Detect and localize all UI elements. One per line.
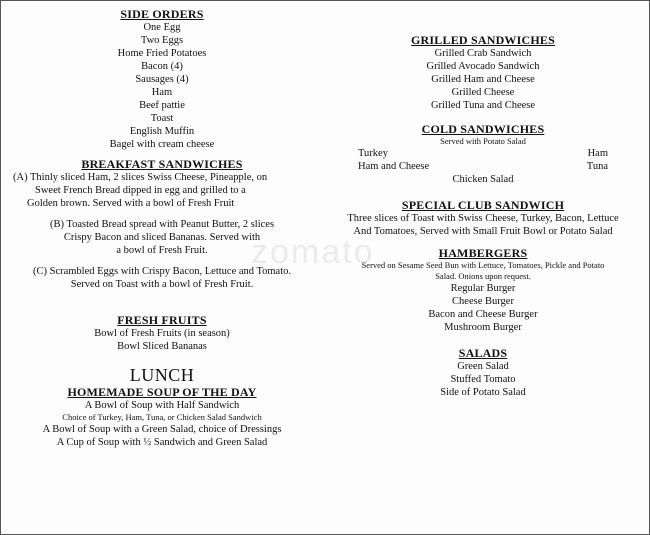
side-order-item: Bagel with cream cheese <box>109 139 215 150</box>
side-order-item: Two Eggs <box>140 35 184 46</box>
soup-line: Choice of Turkey, Ham, Tuna, or Chicken Salad Sandwich <box>62 412 262 422</box>
side-order-item: One Egg <box>143 22 181 33</box>
fresh-fruit-item: Bowl Sliced Bananas <box>117 341 207 352</box>
side-order-item: Home Fried Potatoes <box>117 48 207 59</box>
hamburgers-desc: Served on Sesame Seed Bun with Lettuce, Tomatoes, Pickle and Potato <box>361 260 605 270</box>
cold-item: Chicken Salad <box>452 174 514 185</box>
salad-item: Green Salad <box>457 361 509 372</box>
breakfast-b-line: Crispy Bacon and sliced Bananas. Served with <box>63 232 261 243</box>
grilled-item: Grilled Tuna and Cheese <box>430 100 536 111</box>
left-column <box>13 1 311 449</box>
grilled-item: Grilled Cheese <box>451 87 515 98</box>
breakfast-sandwiches-heading: BREAKFAST SANDWICHES <box>81 157 243 171</box>
side-orders-heading: SIDE ORDERS <box>120 7 204 21</box>
side-order-item: Ham <box>151 87 173 98</box>
breakfast-c-line: Served on Toast with a bowl of Fresh Fruit. <box>70 279 254 290</box>
lunch-title: LUNCH <box>129 365 195 385</box>
grilled-item: Grilled Ham and Cheese <box>431 74 535 85</box>
cold-sandwiches-heading: COLD SANDWICHES <box>421 122 545 136</box>
side-order-item: Beef pattie <box>139 100 185 111</box>
cold-item: Tuna <box>586 161 608 172</box>
hamburgers-heading: HAMBERGERS <box>438 246 528 260</box>
side-order-item: Sausages (4) <box>135 74 189 85</box>
breakfast-sandwich-b <box>13 218 311 257</box>
breakfast-b-line: a bowl of Fresh Fruit. <box>116 245 208 256</box>
breakfast-sandwich-c <box>13 265 311 291</box>
burger-item: Cheese Burger <box>452 296 514 307</box>
cold-item: Ham and Cheese <box>358 161 430 172</box>
cold-subheading: Served with Potato Salad <box>440 136 526 146</box>
hamburgers-desc: Salad. Onions upon request. <box>435 271 531 281</box>
soup-line: A Cup of Soup with ½ Sandwich and Green Salad <box>56 437 268 448</box>
soup-heading: HOMEMADE SOUP OF THE DAY <box>67 385 257 399</box>
side-order-item: Bacon (4) <box>141 61 183 72</box>
cold-item: Turkey <box>358 148 388 159</box>
cold-item: Ham <box>587 148 608 159</box>
soup-line: A Bowl of Soup with a Green Salad, choice of Dressings <box>42 424 282 435</box>
breakfast-a-line: (A) Thinly sliced Ham, 2 slices Swiss Cheese, Pineapple, on <box>13 172 268 183</box>
special-club-heading: SPECIAL CLUB SANDWICH <box>401 198 565 212</box>
breakfast-c-line: (C) Scrambled Eggs with Crispy Bacon, Lettuce and Tomato. <box>32 266 292 277</box>
side-order-item: Toast <box>150 113 174 124</box>
salads-heading: SALADS <box>458 346 508 360</box>
burger-item: Regular Burger <box>450 283 516 294</box>
salad-item: Side of Potato Salad <box>440 387 526 398</box>
cold-row <box>325 160 641 173</box>
breakfast-a-line: Golden brown. Served with a bowl of Fresh Fruit <box>27 198 235 209</box>
special-club-line: And Tomatoes, Served with Small Fruit Bowl or Potato Salad <box>353 226 613 237</box>
grilled-item: Grilled Avocado Sandwich <box>426 61 540 72</box>
breakfast-sandwich-a <box>13 171 311 210</box>
fresh-fruit-item: Bowl of Fresh Fruits (in season) <box>94 328 230 339</box>
burger-item: Mushroom Burger <box>444 322 522 333</box>
grilled-item: Grilled Crab Sandwich <box>434 48 532 59</box>
burger-item: Bacon and Cheese Burger <box>428 309 538 320</box>
special-club-line: Three slices of Toast with Swiss Cheese, Turkey, Bacon, Lettuce <box>347 213 619 224</box>
breakfast-b-line: (B) Toasted Bread spread with Peanut Butter, 2 slices <box>49 219 275 230</box>
breakfast-a-line: Sweet French Bread dipped in egg and grilled to a <box>35 185 246 196</box>
grilled-sandwiches-heading: GRILLED SANDWICHES <box>411 33 555 47</box>
soup-line: A Bowl of Soup with Half Sandwich <box>84 400 240 411</box>
side-order-item: English Muffin <box>129 126 195 137</box>
fresh-fruits-heading: FRESH FRUITS <box>117 313 207 327</box>
salad-item: Stuffed Tomato <box>450 374 516 385</box>
cold-row <box>325 147 641 160</box>
watermark: zomato <box>251 233 375 271</box>
right-column <box>325 1 641 399</box>
